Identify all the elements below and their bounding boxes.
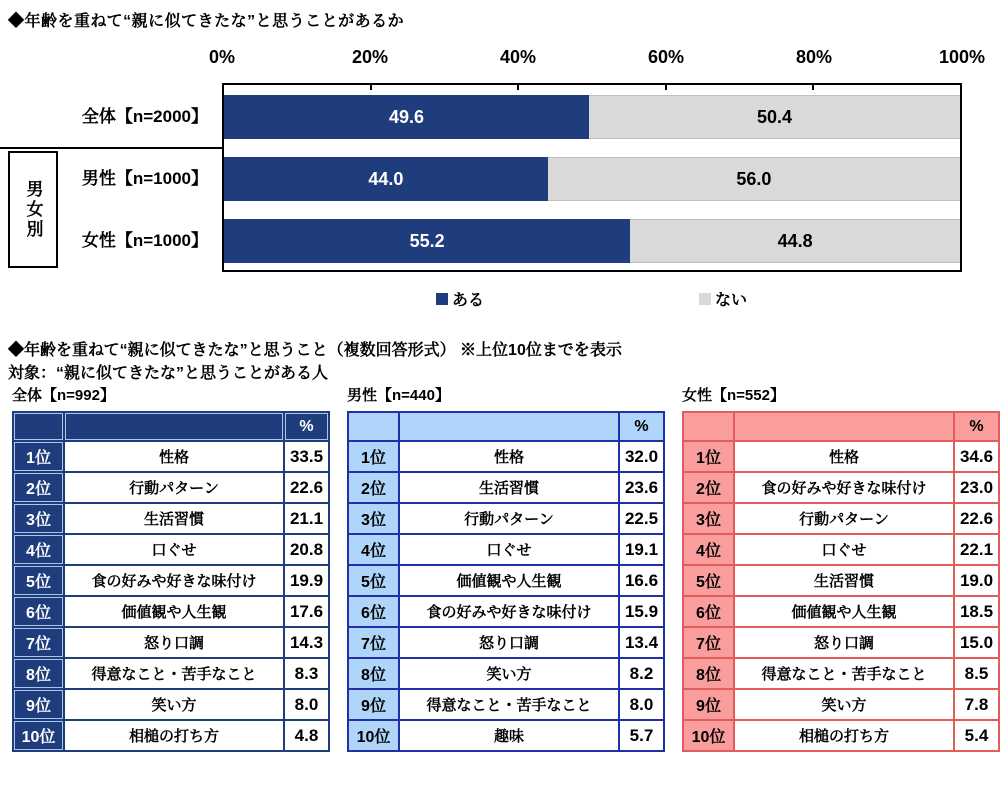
item-cell: 怒り口調 bbox=[399, 627, 619, 658]
chart-title: ◆年齢を重ねて“親に似てきたな”と思うことがあるか bbox=[8, 13, 405, 30]
rank-cell: 5位 bbox=[13, 565, 64, 596]
item-cell: 価値観や人生観 bbox=[734, 596, 954, 627]
ranking-row bbox=[13, 658, 329, 689]
bar-segment-aru bbox=[224, 219, 630, 263]
bar-chart-plot-area bbox=[222, 83, 962, 272]
percent-header-cell: % bbox=[284, 412, 329, 441]
item-cell: 怒り口調 bbox=[734, 627, 954, 658]
ranking-row bbox=[683, 534, 999, 565]
item-cell: 行動パターン bbox=[399, 503, 619, 534]
rank-cell: 2位 bbox=[13, 472, 64, 503]
bar-segment-aru bbox=[224, 157, 548, 201]
rank-cell: 9位 bbox=[683, 689, 734, 720]
percent-cell: 15.0 bbox=[954, 627, 999, 658]
percent-cell: 14.3 bbox=[284, 627, 329, 658]
item-cell: 趣味 bbox=[399, 720, 619, 751]
percent-header-cell: % bbox=[954, 412, 999, 441]
group-label-box bbox=[8, 151, 58, 268]
item-cell: 行動パターン bbox=[734, 503, 954, 534]
group-separator-line bbox=[0, 147, 222, 149]
percent-cell: 7.8 bbox=[954, 689, 999, 720]
ranking-row bbox=[348, 441, 664, 472]
percent-cell: 5.7 bbox=[619, 720, 664, 751]
x-axis-labels bbox=[208, 47, 986, 71]
percent-cell: 4.8 bbox=[284, 720, 329, 751]
item-cell: 得意なこと・苦手なこと bbox=[399, 689, 619, 720]
ranking-row bbox=[683, 472, 999, 503]
item-cell: 怒り口調 bbox=[64, 627, 284, 658]
item-cell: 食の好みや好きな味付け bbox=[64, 565, 284, 596]
ranking-table bbox=[682, 411, 1000, 752]
percent-cell: 13.4 bbox=[619, 627, 664, 658]
item-cell: 口ぐせ bbox=[64, 534, 284, 565]
ranking-row bbox=[348, 596, 664, 627]
rank-cell: 6位 bbox=[13, 596, 64, 627]
axis-tick-mark bbox=[665, 85, 667, 90]
table-caption: 男性【n=440】 bbox=[347, 387, 450, 404]
x-tick-label: 60% bbox=[647, 47, 685, 67]
rank-cell: 6位 bbox=[348, 596, 399, 627]
ranking-section-subtitle: 対象：“親に似てきたな”と思うことがある人 bbox=[8, 365, 329, 382]
bar-value-nai: 50.4 bbox=[756, 106, 793, 127]
ranking-table-total bbox=[12, 384, 330, 752]
ranking-row bbox=[683, 503, 999, 534]
percent-cell: 17.6 bbox=[284, 596, 329, 627]
bar-value-nai: 44.8 bbox=[777, 230, 813, 251]
ranking-row bbox=[348, 689, 664, 720]
ranking-row bbox=[348, 720, 664, 751]
rank-cell: 2位 bbox=[348, 472, 399, 503]
item-cell: 得意なこと・苦手なこと bbox=[64, 658, 284, 689]
bar-row-male bbox=[224, 157, 960, 201]
item-cell: 生活習慣 bbox=[64, 503, 284, 534]
percent-cell: 22.6 bbox=[284, 472, 329, 503]
ranking-row bbox=[13, 534, 329, 565]
category-label-total: 全体【n=2000】 bbox=[81, 107, 208, 126]
rank-cell: 7位 bbox=[348, 627, 399, 658]
rank-cell: 3位 bbox=[348, 503, 399, 534]
item-cell: 食の好みや好きな味付け bbox=[734, 472, 954, 503]
percent-cell: 8.0 bbox=[619, 689, 664, 720]
ranking-row bbox=[683, 720, 999, 751]
rank-header-cell bbox=[683, 412, 734, 441]
item-cell: 笑い方 bbox=[399, 658, 619, 689]
axis-tick-mark bbox=[812, 85, 814, 90]
bar-row-female bbox=[224, 219, 960, 263]
legend-swatch-nai bbox=[699, 293, 711, 305]
ranking-table bbox=[347, 411, 665, 752]
table-caption: 全体【n=992】 bbox=[12, 387, 115, 404]
percent-cell: 22.5 bbox=[619, 503, 664, 534]
percent-cell: 8.0 bbox=[284, 689, 329, 720]
rank-cell: 2位 bbox=[683, 472, 734, 503]
rank-cell: 7位 bbox=[13, 627, 64, 658]
percent-header-cell: % bbox=[619, 412, 664, 441]
rank-cell: 8位 bbox=[348, 658, 399, 689]
item-cell: 行動パターン bbox=[64, 472, 284, 503]
rank-cell: 1位 bbox=[13, 441, 64, 472]
item-cell: 性格 bbox=[734, 441, 954, 472]
bar-segment-nai bbox=[548, 157, 960, 201]
x-tick-label: 20% bbox=[351, 47, 389, 67]
legend-swatch-aru bbox=[436, 293, 448, 305]
item-cell: 生活習慣 bbox=[399, 472, 619, 503]
item-cell: 相槌の打ち方 bbox=[734, 720, 954, 751]
item-cell: 口ぐせ bbox=[399, 534, 619, 565]
item-cell: 価値観や人生観 bbox=[64, 596, 284, 627]
ranking-row bbox=[683, 627, 999, 658]
rank-cell: 7位 bbox=[683, 627, 734, 658]
ranking-table bbox=[12, 411, 330, 752]
x-tick-label: 40% bbox=[499, 47, 537, 67]
percent-cell: 19.1 bbox=[619, 534, 664, 565]
rank-cell: 10位 bbox=[348, 720, 399, 751]
table-header-row bbox=[683, 412, 999, 441]
rank-cell: 4位 bbox=[348, 534, 399, 565]
rank-cell: 3位 bbox=[13, 503, 64, 534]
percent-cell: 8.2 bbox=[619, 658, 664, 689]
category-label-male: 男性【n=1000】 bbox=[81, 169, 208, 188]
rank-cell: 5位 bbox=[683, 565, 734, 596]
rank-cell: 1位 bbox=[683, 441, 734, 472]
rank-cell: 10位 bbox=[13, 720, 64, 751]
item-cell: 得意なこと・苦手なこと bbox=[734, 658, 954, 689]
ranking-row bbox=[683, 565, 999, 596]
rank-cell: 9位 bbox=[13, 689, 64, 720]
rank-cell: 6位 bbox=[683, 596, 734, 627]
ranking-row bbox=[348, 565, 664, 596]
rank-cell: 4位 bbox=[13, 534, 64, 565]
bar-value-aru: 49.6 bbox=[389, 106, 425, 127]
ranking-row bbox=[13, 503, 329, 534]
item-cell: 食の好みや好きな味付け bbox=[399, 596, 619, 627]
ranking-row bbox=[348, 503, 664, 534]
ranking-row bbox=[13, 689, 329, 720]
ranking-row bbox=[348, 472, 664, 503]
legend-item-nai bbox=[699, 290, 747, 307]
legend-label-aru: ある bbox=[452, 292, 485, 309]
bar-segment-aru bbox=[224, 95, 589, 139]
percent-cell: 34.6 bbox=[954, 441, 999, 472]
percent-cell: 21.1 bbox=[284, 503, 329, 534]
ranking-table-male bbox=[347, 384, 665, 752]
item-cell: 価値観や人生観 bbox=[399, 565, 619, 596]
ranking-row bbox=[13, 720, 329, 751]
item-cell: 相槌の打ち方 bbox=[64, 720, 284, 751]
item-header-cell bbox=[399, 412, 619, 441]
rank-cell: 5位 bbox=[348, 565, 399, 596]
percent-cell: 19.9 bbox=[284, 565, 329, 596]
category-label-female: 女性【n=1000】 bbox=[81, 231, 208, 250]
bar-value-aru: 55.2 bbox=[409, 230, 445, 251]
percent-cell: 5.4 bbox=[954, 720, 999, 751]
legend-label-nai: ない bbox=[715, 292, 748, 309]
rank-cell: 3位 bbox=[683, 503, 734, 534]
item-cell: 性格 bbox=[399, 441, 619, 472]
ranking-row bbox=[348, 658, 664, 689]
rank-cell: 9位 bbox=[348, 689, 399, 720]
rank-cell: 8位 bbox=[13, 658, 64, 689]
x-tick-label: 100% bbox=[938, 47, 986, 67]
percent-cell: 8.3 bbox=[284, 658, 329, 689]
percent-cell: 16.6 bbox=[619, 565, 664, 596]
percent-cell: 22.1 bbox=[954, 534, 999, 565]
percent-cell: 19.0 bbox=[954, 565, 999, 596]
ranking-row bbox=[348, 627, 664, 658]
bar-value-aru: 44.0 bbox=[368, 168, 404, 189]
table-header-row bbox=[13, 412, 329, 441]
percent-cell: 23.6 bbox=[619, 472, 664, 503]
ranking-section-title: ◆年齢を重ねて“親に似てきたな”と思うこと（複数回答形式） ※上位10位までを表示 bbox=[8, 342, 622, 359]
ranking-tables bbox=[12, 384, 1000, 752]
item-cell: 生活習慣 bbox=[734, 565, 954, 596]
percent-cell: 22.6 bbox=[954, 503, 999, 534]
ranking-table-female bbox=[682, 384, 1000, 752]
ranking-row bbox=[683, 596, 999, 627]
ranking-row bbox=[13, 627, 329, 658]
rank-header-cell bbox=[348, 412, 399, 441]
ranking-row bbox=[683, 441, 999, 472]
axis-tick-mark bbox=[370, 85, 372, 90]
percent-cell: 23.0 bbox=[954, 472, 999, 503]
percent-cell: 15.9 bbox=[619, 596, 664, 627]
percent-cell: 20.8 bbox=[284, 534, 329, 565]
bar-row-total bbox=[224, 95, 960, 139]
ranking-row bbox=[683, 658, 999, 689]
rank-cell: 1位 bbox=[348, 441, 399, 472]
item-header-cell bbox=[64, 412, 284, 441]
bar-segment-nai bbox=[630, 219, 960, 263]
legend-item-aru bbox=[436, 290, 484, 307]
ranking-row bbox=[13, 596, 329, 627]
percent-cell: 8.5 bbox=[954, 658, 999, 689]
ranking-row bbox=[13, 472, 329, 503]
item-cell: 口ぐせ bbox=[734, 534, 954, 565]
axis-tick-mark bbox=[517, 85, 519, 90]
item-cell: 笑い方 bbox=[64, 689, 284, 720]
bar-value-nai: 56.0 bbox=[736, 168, 772, 189]
rank-cell: 10位 bbox=[683, 720, 734, 751]
x-tick-label: 0% bbox=[208, 47, 236, 67]
item-cell: 笑い方 bbox=[734, 689, 954, 720]
item-header-cell bbox=[734, 412, 954, 441]
rank-cell: 8位 bbox=[683, 658, 734, 689]
percent-cell: 18.5 bbox=[954, 596, 999, 627]
ranking-row bbox=[683, 689, 999, 720]
percent-cell: 32.0 bbox=[619, 441, 664, 472]
rank-cell: 4位 bbox=[683, 534, 734, 565]
ranking-row bbox=[348, 534, 664, 565]
x-tick-label: 80% bbox=[795, 47, 833, 67]
rank-header-cell bbox=[13, 412, 64, 441]
ranking-row bbox=[13, 441, 329, 472]
item-cell: 性格 bbox=[64, 441, 284, 472]
percent-cell: 33.5 bbox=[284, 441, 329, 472]
ranking-row bbox=[13, 565, 329, 596]
bar-segment-nai bbox=[589, 95, 960, 139]
table-caption: 女性【n=552】 bbox=[682, 387, 785, 404]
group-label: 男女別 bbox=[23, 179, 43, 240]
table-header-row bbox=[348, 412, 664, 441]
